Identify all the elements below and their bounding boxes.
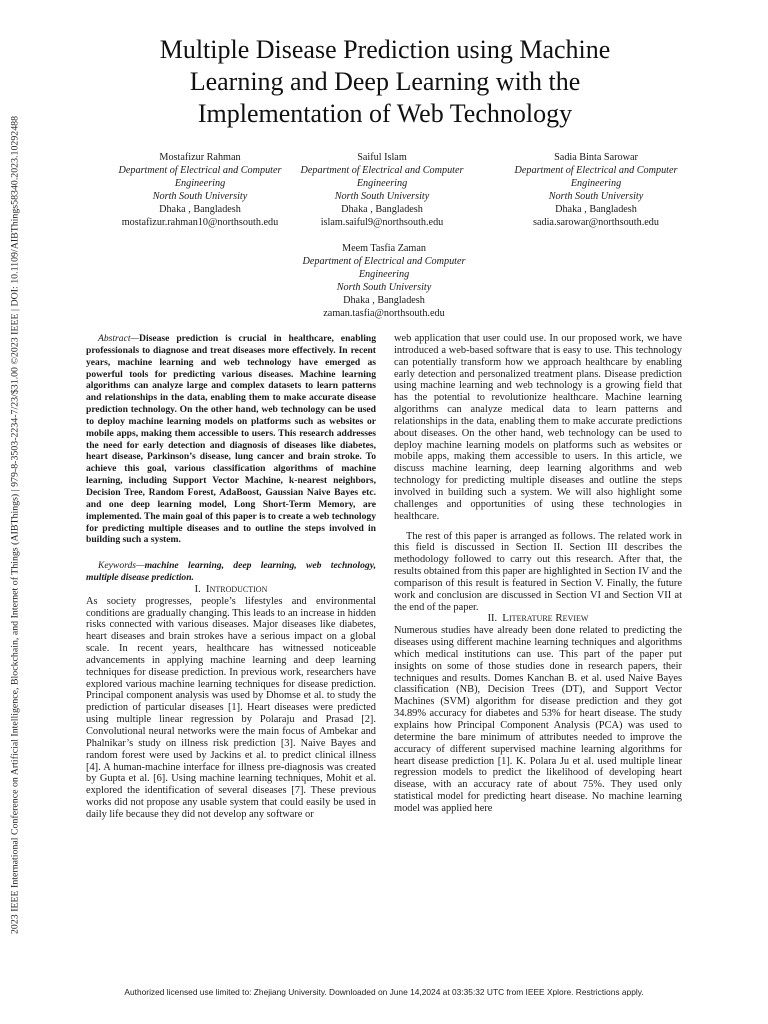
abstract-label: Abstract— xyxy=(98,333,140,344)
body-paragraph: The rest of this paper is arranged as follows. The related work in this field is discussed in Section II. Section III describes the methodology followed to carry out this research. After that, the results obtained from this paper are highlighted in Section IV and the comparison of this result is featured in Section V. Finally, the future work and conclusion are discussed in Section VI and Section VII at the end of the paper. xyxy=(394,530,682,613)
title-line-1: Multiple Disease Prediction using Machine xyxy=(159,35,611,64)
section-number: I. xyxy=(194,583,201,595)
author-email: mostafizur.rahman10@northsouth.edu xyxy=(121,216,279,228)
right-column xyxy=(394,333,682,815)
title-line-2: Learning and Deep Learning with the xyxy=(189,67,581,96)
keywords xyxy=(86,560,376,584)
author-dept: Department of Electrical and Computer xyxy=(302,255,466,267)
author-org: North South University xyxy=(336,281,432,293)
abstract xyxy=(86,333,376,546)
introduction-paragraph: As society progresses, people’s lifestyles and environmental conditions are gradually changing. This leads to an increase in hidden risks connected with various diseases. Major diseases like diabetes, heart diseases and brain strokes have a serious impact on a global scale. In recent years, healthcare has witnessed noticeable advancements in applying machine learning and deep learning techniques for disease prediction. In previous work, researchers have explored various machine learning techniques for disease prediction. Principal component analysis was used by Dhomse et al. to study the prediction of particular diseases [1]. Heart diseases were predicted using multiple linear regression by Polaraju and Prasad [2]. Convolutional neural networks were the main focus of Ambekar and Phalnikar’s study on illness risk prediction [3]. Naive Bayes and random forest were used by Jackins et al. to predict clinical illness [4]. A human-machine interface for illness pre-diagnosis was created by Gupta et al. [6]. Using machine learning techniques, Mohit et al. explored the identification of several diseases [7]. These previous works did not propose any usable system that could easily be used in daily life because they did not develop any software or xyxy=(86,595,376,820)
author-dept-2: Engineering xyxy=(174,177,226,189)
author-dept: Department of Electrical and Computer xyxy=(118,164,282,176)
section-title: Literature Review xyxy=(502,612,589,625)
paper-title xyxy=(60,34,710,130)
keywords-label: Keywords— xyxy=(98,560,145,572)
author-location: Dhaka , Bangladesh xyxy=(555,203,637,215)
author-name: Sadia Binta Sarowar xyxy=(554,152,638,163)
keywords-text: machine learning, deep learning, web technology, multiple disease prediction. xyxy=(86,560,376,584)
abstract-text: Disease prediction is crucial in healthcare, enabling professionals to diagnose and treat diseases more effectively. In recent years, machine learning and web technology have emerged as powerful tools for predicting various diseases. Machine learning algorithms can analyze large and complex datasets to learn patterns and relationships in the data, enabling them to make accurate disease prediction technology. On the other hand, web technology can be used to deploy machine learning models on platforms such as websites or mobile apps, making them accessible to users. This research addresses the need for early detection and diagnosis of diseases like diabetes, heart disease, Parkinson’s disease, lung cancer and brain stroke. To achieve this goal, various classification algorithms of machine learning, including Support Vector Machine, k-nearest neighbors, Decision Tree, Random Forest, AdaBoost, Gaussian Naive Bayes etc. and one deep learning model, Long Short-Term Memory, are implemented. The main goal of this paper is to create a web technology for predicting multiple diseases and to outline the steps involved in building such a system. xyxy=(86,333,376,546)
author-org: North South University xyxy=(548,190,644,202)
author-email: zaman.tasfia@northsouth.edu xyxy=(323,307,445,319)
author-dept: Department of Electrical and Computer xyxy=(514,164,678,176)
author-dept-2: Engineering xyxy=(358,268,410,280)
author-org: North South University xyxy=(152,190,248,202)
body-paragraph: web application that user could use. In our proposed work, we have introduced a web-based software that is easy to use. This technology can potentially transform how we approach healthcare by enabling early detection and personalized treatment plans. Disease prediction using machine learning and web technology is a growing field that has the potential to revolutionize healthcare. Machine learning algorithms can analyze medical data to learn patterns and relationships in the data, enabling them to make accurate predictions about diseases. On the other hand, web technology can be used to deploy machine learning models on platforms such as websites or mobile apps, making them accessible to users. In this article, we discuss machine learning, deep learning algorithms and web technology for predicting multiple diseases and outline the steps involved in building such a system. We will also highlight some challenges and opportunities of using these technologies in healthcare. xyxy=(394,333,682,522)
author-block xyxy=(262,152,502,229)
license-footer: Authorized licensed use limited to: Zhejiang University. Downloaded on June 14,2024 at 03:35:32 UTC from IEEE Xplore. Restrictions apply. xyxy=(124,987,644,997)
author-email: islam.saiful9@northsouth.edu xyxy=(320,216,444,228)
author-name: Mostafizur Rahman xyxy=(159,152,241,163)
author-location: Dhaka , Bangladesh xyxy=(341,203,423,215)
section-heading-introduction xyxy=(86,584,376,596)
literature-review-paragraph: Numerous studies have already been done related to predicting the diseases using different machine learning techniques and algorithms which medical institutions can use. This part of the paper put insights on some of those studies done in research papers, their techniques and results. Domes Kanchan B. et al. used Naive Bayes classification (NB), Decision Trees (DT), and Support Vector Machines (SVM) algorithm for disease prediction and they got 34.89% accuracy for diabetes and 53% for heart disease. The study explains how Principal Component Analysis (PCA) was used to determine the bare minimum of attributes needed to improve the accuracy of different supervised machine learning algorithms for heart disease prediction [1]. K. Polara Ju et al. used multiple linear regression models to predict the likelihood of developing heart disease, with an accuracy rate of about 75%. They used only statistical model for predicting heart disease. No machine learning model was applied here xyxy=(394,625,682,814)
author-name: Meem Tasfia Zaman xyxy=(342,243,426,254)
section-number: II. xyxy=(487,613,498,625)
author-block xyxy=(476,152,716,229)
doi-sidebar-text: 2023 IEEE International Conference on Artificial Intelligence, Blockchain, and Internet of Things (AIBThings) | 979-8-3503-2234-7/23/$31.00 ©2023 IEEE | DOI: 10.1109/AIBThings58340.2023.10292488 xyxy=(9,115,21,935)
author-dept-2: Engineering xyxy=(356,177,408,189)
author-dept: Department of Electrical and Computer xyxy=(300,164,464,176)
author-location: Dhaka , Bangladesh xyxy=(343,294,425,306)
section-heading-literature-review xyxy=(394,613,682,625)
author-block xyxy=(264,243,504,320)
author-location: Dhaka , Bangladesh xyxy=(159,203,241,215)
author-org: North South University xyxy=(334,190,430,202)
section-title: Introduction xyxy=(205,582,268,595)
left-column xyxy=(86,333,376,821)
author-email: sadia.sarowar@northsouth.edu xyxy=(533,216,659,228)
author-dept-2: Engineering xyxy=(570,177,622,189)
doi-sidebar xyxy=(2,80,28,970)
title-line-3: Implementation of Web Technology xyxy=(197,99,573,128)
author-name: Saiful Islam xyxy=(357,152,407,163)
